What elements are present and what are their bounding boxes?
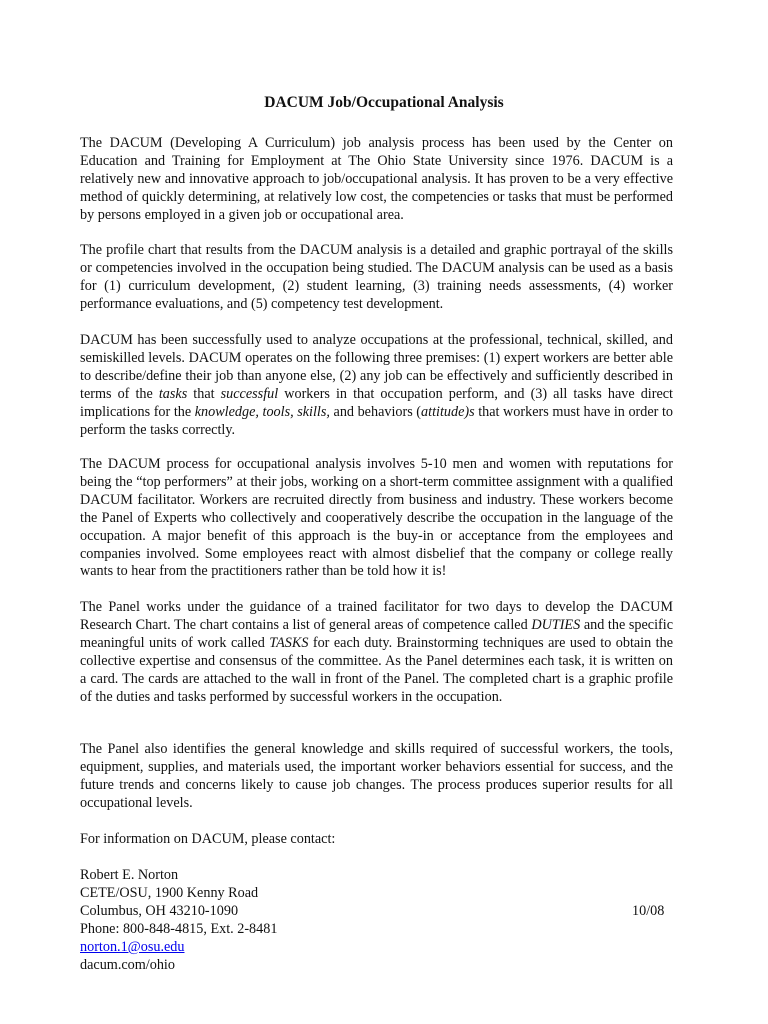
paragraph-panel-works — [80, 599, 673, 706]
contact-intro: For information on DACUM, please contact: — [80, 831, 336, 847]
contact-city: Columbus, OH 43210-1090 — [80, 902, 239, 919]
contact-block — [80, 867, 277, 974]
paragraph-process: The DACUM process for occupational analysis involves 5-10 men and women with reputations for being the “top performers” at their jobs, working on a short-term committee assignment with a qualified DACUM facilitator. Workers are recruited directly from business and industry. These workers become the Panel of Experts who collectively and cooperatively describe the occupation in the language of the occupation. A major benefit of this approach is the buy-in or acceptance from the employees and companies involved. Some employees react with almost disbelief that the company or college really wants to hear from the practitioners rather than be told how it is! — [80, 456, 673, 580]
paragraph-panel-identifies: The Panel also identifies the general knowledge and skills required of successful workers, the tools, equipment, supplies, and materials used, the important worker behaviors essential for success, and the future trends and concerns likely to cause job changes. The process produces superior results for all occupational levels. — [80, 741, 673, 811]
panel-text-c: for each duty. Brainstorming techniques are used to obtain the collective expertise and consensus of the committee. As the Panel determines each task, it is written on a card. The cards are attached to the wall in front of the Panel. The completed chart is a graphic profile of the duties and tasks performed by successful workers in the occupation. — [80, 634, 673, 705]
emphasis-tasks-caps: TASKS — [269, 634, 309, 651]
contact-email-link[interactable]: norton.1@osu.edu — [80, 938, 185, 955]
premises-text-d: and behaviors ( — [329, 403, 422, 420]
premises-text-e: that workers must have in order to perform the tasks correctly. — [80, 403, 673, 438]
contact-address: CETE/OSU, 1900 Kenny Road — [80, 884, 259, 901]
emphasis-knowledge-tools-skills: knowledge, tools, skills, — [194, 403, 330, 420]
contact-phone: Phone: 800-848-4815, Ext. 2-8481 — [80, 920, 278, 937]
emphasis-duties: DUTIES — [531, 616, 581, 633]
document-date: 10/08 — [632, 903, 665, 919]
panel-text-a: The Panel works under the guidance of a trained facilitator for two days to develop the DACUM Research Chart. The chart contains a list of general areas of competence called — [80, 599, 673, 633]
paragraph-premises — [80, 332, 673, 439]
premises-text-a: DACUM has been successfully used to analyze occupations at the professional, technical, skilled, and semiskilled levels. DACUM operates on the following three premises: (1) expert workers are better able to describe/define their job than anyone else, (2) any job can be effectively and sufficiently described in terms of the — [80, 332, 673, 402]
premises-text-b: that — [187, 385, 221, 402]
contact-website: dacum.com/ohio — [80, 956, 175, 973]
emphasis-successful: successful — [220, 385, 279, 402]
paragraph-profile-chart: The profile chart that results from the DACUM analysis is a detailed and graphic portrayal of the skills or competencies involved in the occupation being studied. The DACUM analysis can be used as a basis for (1) curriculum development, (2) student learning, (3) training needs assessments, (4) worker performance evaluations, and (5) competency test development. — [80, 242, 673, 312]
emphasis-tasks: tasks — [158, 385, 188, 402]
emphasis-attitude: attitude)s — [421, 403, 475, 420]
contact-name: Robert E. Norton — [80, 867, 179, 883]
panel-text-b: and the specific meaningful units of work called — [80, 616, 673, 651]
premises-text-c: workers in that occupation perform, and (3) all tasks have direct implications for the — [80, 385, 674, 420]
paragraph-intro: The DACUM (Developing A Curriculum) job analysis process has been used by the Center on Education and Training for Employment at The Ohio State University since 1976. DACUM is a relatively new and innovative approach to job/occupational analysis. It has proven to be a very effective method of quickly determining, at relatively low cost, the competencies or tasks that must be performed by persons employed in a given job or occupational area. — [80, 135, 673, 223]
page-title: DACUM Job/Occupational Analysis — [264, 94, 504, 111]
